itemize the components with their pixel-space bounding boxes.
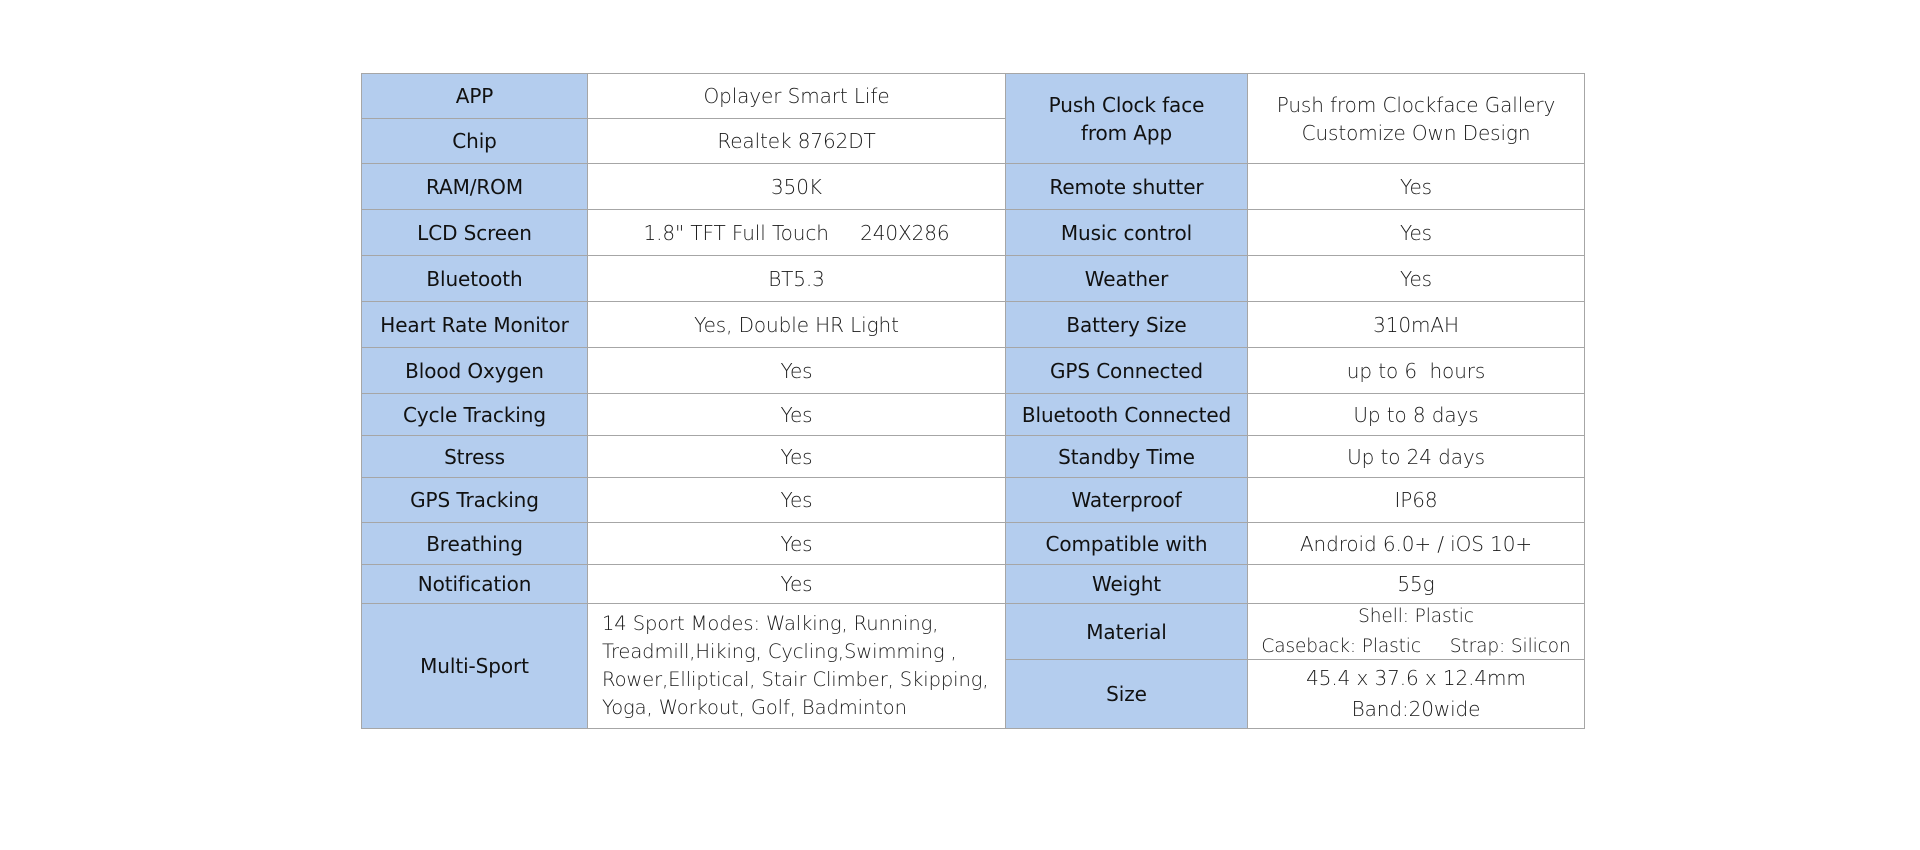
spec-value-material: Shell: Plastic Caseback: Plastic Strap: Silicon [1247, 603, 1585, 660]
spec-label-size: Size [1005, 659, 1248, 729]
spec-label-breathing: Breathing [361, 522, 588, 565]
spec-label-compatible-with: Compatible with [1005, 522, 1248, 565]
spec-label-music-control: Music control [1005, 209, 1248, 256]
spec-value-compatible-with: Android 6.0+ / iOS 10+ [1247, 522, 1585, 565]
spec-label-cycle-tracking: Cycle Tracking [361, 393, 588, 436]
spec-label-lcd-screen: LCD Screen [361, 209, 588, 256]
spec-label-standby-time: Standby Time [1005, 435, 1248, 478]
spec-value-notification: Yes [587, 564, 1006, 604]
spec-label-weather: Weather [1005, 255, 1248, 302]
spec-label-multi-sport: Multi-Sport [361, 603, 588, 729]
spec-label-gps-connected: GPS Connected [1005, 347, 1248, 394]
spec-value-battery-size: 310mAH [1247, 301, 1585, 348]
spec-value-app: Oplayer Smart Life [587, 73, 1006, 119]
spec-value-push-clock-face: Push from Clockface Gallery Customize Own Design [1247, 73, 1585, 164]
spec-label-blood-oxygen: Blood Oxygen [361, 347, 588, 394]
spec-label-battery-size: Battery Size [1005, 301, 1248, 348]
spec-value-remote-shutter: Yes [1247, 163, 1585, 210]
spec-value-size: 45.4 x 37.6 x 12.4mm Band:20wide [1247, 659, 1585, 729]
spec-value-stress: Yes [587, 435, 1006, 478]
spec-value-weather: Yes [1247, 255, 1585, 302]
spec-label-bluetooth-connected: Bluetooth Connected [1005, 393, 1248, 436]
spec-table [361, 73, 1585, 729]
spec-value-weight: 55g [1247, 564, 1585, 604]
spec-label-stress: Stress [361, 435, 588, 478]
spec-label-push-clock-face: Push Clock face from App [1005, 73, 1248, 164]
spec-label-heart-rate: Heart Rate Monitor [361, 301, 588, 348]
spec-value-blood-oxygen: Yes [587, 347, 1006, 394]
spec-label-bluetooth: Bluetooth [361, 255, 588, 302]
spec-value-lcd-screen: 1.8" TFT Full Touch 240X286 [587, 209, 1006, 256]
spec-value-waterproof: IP68 [1247, 477, 1585, 523]
spec-value-bluetooth: BT5.3 [587, 255, 1006, 302]
spec-value-gps-tracking: Yes [587, 477, 1006, 523]
spec-label-ram-rom: RAM/ROM [361, 163, 588, 210]
spec-label-weight: Weight [1005, 564, 1248, 604]
spec-value-bluetooth-connected: Up to 8 days [1247, 393, 1585, 436]
spec-label-remote-shutter: Remote shutter [1005, 163, 1248, 210]
spec-value-cycle-tracking: Yes [587, 393, 1006, 436]
spec-label-chip: Chip [361, 118, 588, 164]
spec-label-app: APP [361, 73, 588, 119]
spec-label-material: Material [1005, 603, 1248, 660]
spec-value-chip: Realtek 8762DT [587, 118, 1006, 164]
spec-label-waterproof: Waterproof [1005, 477, 1248, 523]
spec-value-gps-connected: up to 6 hours [1247, 347, 1585, 394]
spec-value-music-control: Yes [1247, 209, 1585, 256]
spec-value-multi-sport: 14 Sport Modes: Walking, Running, Treadmill,Hiking, Cycling,Swimming , Rower,Elliptical, Stair Climber, Skipping, Yoga, Workout, Golf, Badminton [587, 603, 1006, 729]
spec-value-ram-rom: 350K [587, 163, 1006, 210]
spec-value-breathing: Yes [587, 522, 1006, 565]
spec-value-heart-rate: Yes, Double HR Light [587, 301, 1006, 348]
spec-value-standby-time: Up to 24 days [1247, 435, 1585, 478]
spec-label-notification: Notification [361, 564, 588, 604]
spec-label-gps-tracking: GPS Tracking [361, 477, 588, 523]
